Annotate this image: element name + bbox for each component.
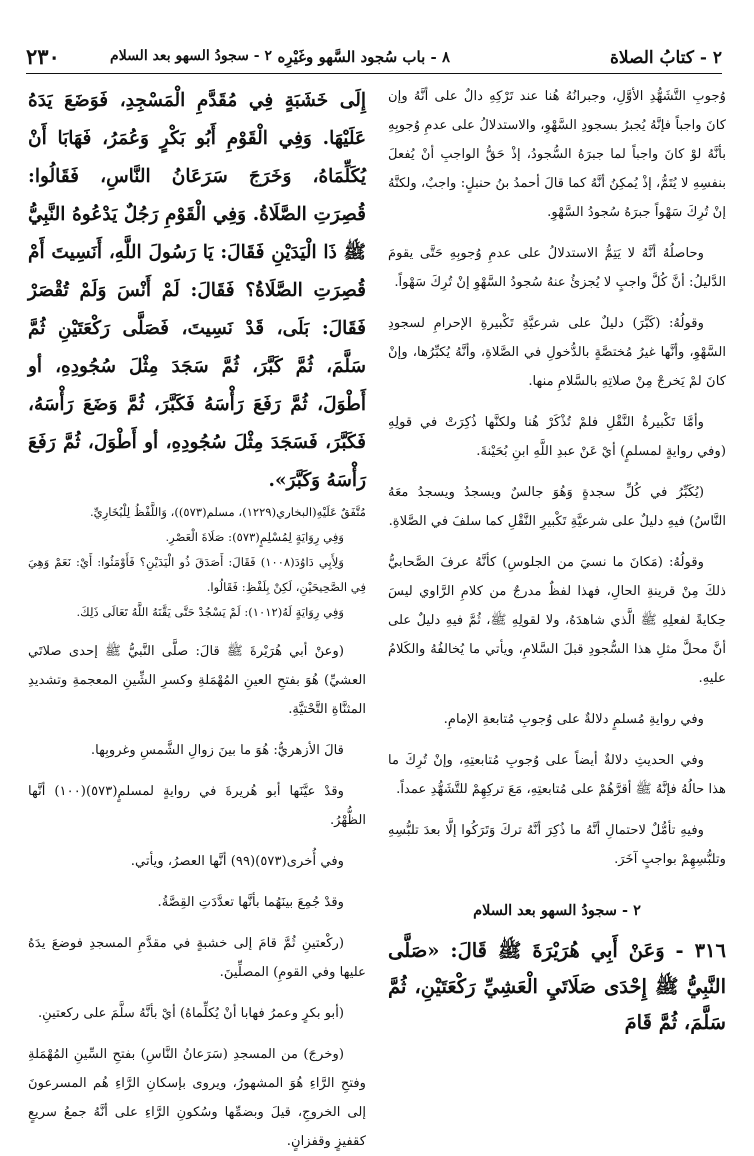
hadith-reference: وَفِي رِوَايَةٍ لِمُسْلِمٍ(٥٧٣): صَلَاةَ الْعَصْرِ. [165, 530, 344, 544]
paragraph: (يُكَبِّرُ في كُلِّ سجدةٍ وَهُوَ جالسٌ ويسجدُ ويسجدُ معَهُ النَّاسُ) فيهِ دليلٌ على شرعيَّةِ تَكْبيرِ النَّقْلِ كما سلفَ في الصَّلاةِ. [388, 485, 726, 529]
paragraph: وقولُهُ: (مَكانَ ما نسيَ من الجلوسِ) كأنَّهُ عرفَ الصَّحابيُّ ذلكَ مِنْ قرينةِ الحالِ، فهذا لفظٌ مدرجٌ من كلامِ الرَّاوي ليسَ حِكايةً لفعلِهِ ﷺ الَّذي شاهدَهُ، ولا لقولِهِ ﷺ، ثُمَّ فيهِ دليلٌ على أنَّ محلَّ مثلِ هذا السُّجودِ قبلَ السَّلامِ، ويأتي ما يُخالفُهُ والكَلامُ عليهِ. [388, 555, 726, 686]
paragraph: وقولُهُ: (كَبَّرَ) دليلٌ على شرعيَّةِ تَكْبيرةِ الإحرامِ لسجودِ السَّهْوِ، وأنَّها غيرُ مُختصَّةٍ بالدُّخولِ في الصَّلاةِ، وأنَّهُ يُكبِّرُها، وإنْ كانَ لمْ يَخرجْ مِنْ صلاتِهِ بالسَّلامِ منها. [388, 316, 726, 389]
hadith-text: ٣١٦ - وَعَنْ أَبِي هُرَيْرَةَ ﷺ قَالَ: «صَلَّى النَّبِيُّ ﷺ إِحْدَى صَلَاتَيِ الْعَشِيِّ رَكْعَتَيْنِ، ثُمَّ سَلَّمَ، ثُمَّ قَامَ [388, 939, 726, 1034]
commentary-paragraph: وقدْ عيَّنَها أبو هُريرةَ في روايةٍ لمسلمٍ(٥٧٣)(١٠٠) أنَّها الظُّهْرُ. [28, 784, 366, 828]
commentary-paragraph: قالَ الأزهريُّ: هُوَ ما بينَ زوالِ الشَّمسِ وغروبِها. [90, 743, 344, 758]
section-title: ٨ - باب سُجود السَّهو وغَيْرِه [277, 48, 450, 66]
chapter-title: ٢ - كتابُ الصلاة [609, 48, 722, 68]
hadith-text: إِلَى خَشَبَةٍ فِي مُقَدَّمِ الْمَسْجِدِ، فَوَضَعَ يَدَهُ عَلَيْهَا. وَفِي الْقَوْمِ أَبُو بَكْرٍ وَعُمَرُ، فَهَابَا أَنْ يُكَلِّمَاهُ، وَخَرَجَ سَرَعَانُ النَّاسِ، فَقَالُوا: قُصِرَتِ الصَّلَاةُ. وَفِي الْقَوْمِ رَجُلٌ يَدْعُوهُ النَّبِيُّ ﷺ ذَا الْيَدَيْنِ فَقَالَ: يَا رَسُولَ اللَّهِ، أَنَسِيتَ أَمْ قُصِرَتِ الصَّلَاةُ؟ فَقَالَ: لَمْ أَنْسَ وَلَمْ تُقْصَرْ فَقَالَ: بَلَى، قَدْ نَسِيتَ، فَصَلَّى رَكْعَتَيْنِ ثُمَّ سَلَّمَ، ثُمَّ كَبَّرَ، ثُمَّ سَجَدَ مِثْلَ سُجُودِهِ، أو أَطْوَلَ، ثُمَّ رَفَعَ رَأْسَهُ فَكَبَّرَ، ثُمَّ وَضَعَ رَأْسَهُ، فَكَبَّرَ، فَسَجَدَ مِثْلَ سُجُودِهِ، أو أَطْوَلَ، ثُمَّ رَفَعَ رَأْسَهُ وَكَبَّرَ». [28, 90, 366, 491]
header-rule [26, 73, 722, 74]
commentary-paragraph: وقدْ جُمِعَ بينَهُما بأنَّها تعدَّدَتِ القِصَّةُ. [157, 895, 344, 910]
right-column [388, 82, 726, 1041]
commentary-paragraph: (وخرجَ) من المسجدِ (سَرَعانُ النَّاسِ) بفتحِ السِّينِ المُهْمَلةِ وفتحِ الرَّاءِ هُوَ المشهورُ، ويروى بإسكانِ الرَّاءِ هُم المسرعونَ إلى الخروجِ، قيلَ وبضمِّها وسُكونِ الرَّاءِ على أنَّهُ جمعُ سريعٍ كقفيزٍ وقفزانٍ. [28, 1047, 366, 1149]
paragraph: وُجوبِ التَّشَهُّدِ الأوَّلِ، وجبرانُهُ هُنا عند تَرْكِهِ دالٌ على أنَّهُ وإن كانَ واجباً فإنَّهُ يُجبرُ بسجودِ السَّهْوِ، والاستدلالُ على عدمِ وُجوبِهِ بأنَّهُ لوْ كانَ واجباً لما جبرَهُ السُّجودُ، إذْ حَقُّ الواجبِ أنْ يُفعلَ بنفسِهِ لا يُتَمُّ، إذْ يُمكِنُ أنَّهُ كما قالَ أحمدُ بنُ حنبلٍ: واجبٌ، ولكنَّهُ إنْ تُرِكَ سَهْواً جبرَهُ سُجودُ السَّهْوِ. [388, 89, 726, 220]
paragraph: وأمَّا تَكْبيرةُ النَّقْلِ فلمْ تُذْكَرْ هُنا ولكنَّها ذُكِرَتْ في قولِهِ (وفي روايةٍ لمسلمٍ) أيْ عَنْ عبدِ اللَّهِ ابنِ بُحَيْنةَ. [388, 415, 726, 459]
paragraph: وحاصلُهُ أنَّهُ لا يَتِمُّ الاستدلالُ على عدمِ وُجوبِهِ حَتَّى يقومَ الدَّليلُ: أنَّ كُلَّ واجبٍ لا يُجزئُ عنهُ سُجودُ السَّهْوِ إنْ تُرِكَ سَهْواً. [388, 246, 726, 290]
page-number: ٢٣٠ [26, 44, 60, 69]
left-column [28, 82, 366, 1156]
section-subheading: ٢ - سجودُ السهو بعد السلام [473, 902, 641, 919]
commentary-paragraph: (ركْعتينِ ثُمَّ قامَ إلى خشبةٍ في مقدَّمِ المسجدِ فوضعَ يدَهُ عليها وفي القومِ) المصلِّينَ. [28, 936, 366, 980]
subsection-title: ٢ - سجودُ السهو بعد السلام [110, 48, 272, 64]
paragraph: وفي روايةِ مُسلمٍ دلالةٌ على وُجوبِ مُتابعةِ الإمامِ. [443, 712, 704, 727]
hadith-reference: وَفِي رِوَايَةٍ لَهُ(١٠١٢): لَمْ يَسْجُدْ حَتَّى يَقَّنَهُ اللَّهُ تَعَالَى ذَلِكَ. [76, 605, 344, 619]
commentary-paragraph: (أبو بكرٍ وعمرُ فهابا أنْ يُكلِّماهُ) أيْ بأنَّهُ سلَّمَ على ركعتينِ. [37, 1006, 344, 1021]
commentary-paragraph: (وعنْ أبي هُرَيْرةَ ﷺ قالَ: صلَّى النَّبيُّ ﷺ إحدى صلاتَي العشيِّ) هُوَ بفتحِ العينِ المُهْمَلةِ وكسرِ الشِّينِ المعجمةِ وتشديدِ المثنَّاةِ التَّحْتيَّةِ. [28, 644, 366, 717]
hadith-reference: مُتَّفَقٌ عَلَيْهِ(البخاري(١٢٢٩)، مسلم(٥٧٣))، وَاللَّفْظُ لِلْبُخَارِيِّ. [89, 505, 366, 519]
paragraph: وفيهِ تأمُّلٌ لاحتمالِ أنَّهُ ما ذُكِرَ أنَّهُ تركَ وَتَرَكُوا إلَّا بعدَ تلبُّسِهِ وتلبُّسِهِمْ بواجبٍ آخَرَ. [388, 823, 726, 867]
page-header [26, 40, 722, 74]
paragraph: وفي الحديثِ دلالةٌ أيضاً على وُجوبِ مُتابعتِهِ، وإنْ تُرِكَ ما هذا حالُهُ فإنَّهُ ﷺ أقرَّهُمْ على مُتابعتِهِ، مَعَ تركِهِمْ للتَّشَهُّدِ عمداً. [388, 753, 726, 797]
hadith-reference: وَلِأَبِي دَاوُدَ(١٠٠٨) فَقَالَ: أَصَدَقَ ذُو الْيَدَيْنِ؟ فَأَوْمَئُوا: أَيْ: نَعَمْ وَهِيَ فِي الصَّحِيحَيْنِ، لَكِنْ بِلَفْظِ: فَقَالُوا. [28, 555, 366, 594]
commentary-paragraph: وفي أُخرى(٥٧٣)(٩٩) أنَّها العصرُ، ويأتي. [130, 854, 344, 869]
